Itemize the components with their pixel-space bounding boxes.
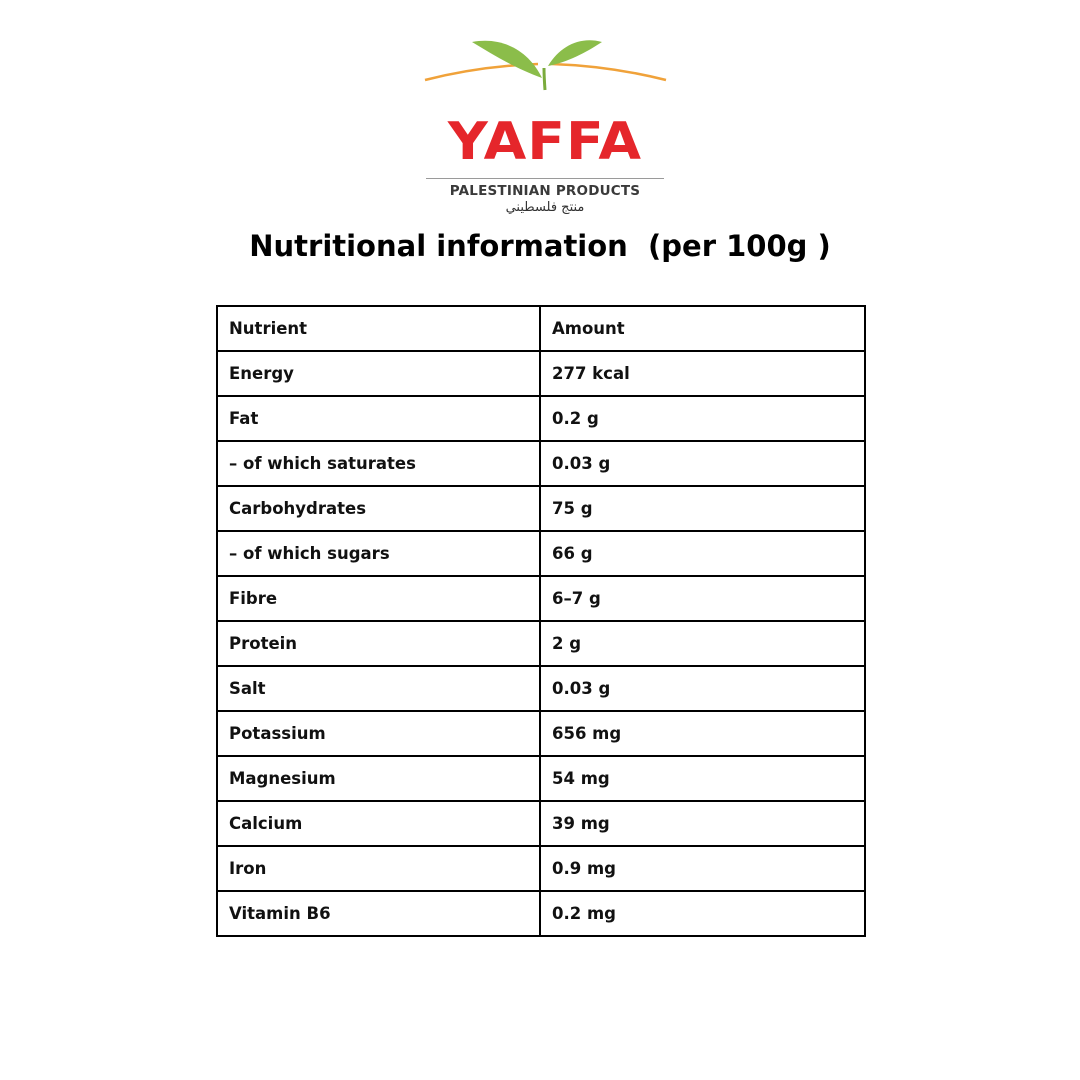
nutrient-name: – of which sugars: [217, 531, 540, 576]
table-row: [217, 576, 865, 621]
column-header-amount: Amount: [540, 306, 865, 351]
nutrient-name: Carbohydrates: [217, 486, 540, 531]
leaf-sprout-icon: [420, 28, 670, 118]
nutrient-name: Calcium: [217, 801, 540, 846]
brand-divider: [426, 178, 664, 179]
nutrient-amount: 66 g: [540, 531, 865, 576]
nutrient-amount: 0.03 g: [540, 441, 865, 486]
nutrient-amount: 54 mg: [540, 756, 865, 801]
table-row: [217, 846, 865, 891]
nutrient-amount: 75 g: [540, 486, 865, 531]
table-row: [217, 801, 865, 846]
table-row: [217, 441, 865, 486]
nutrient-name: Fibre: [217, 576, 540, 621]
table-row: [217, 351, 865, 396]
nutrient-name: Protein: [217, 621, 540, 666]
table-row: [217, 666, 865, 711]
table-row: [217, 396, 865, 441]
nutrient-amount: 6–7 g: [540, 576, 865, 621]
nutrient-name: Iron: [217, 846, 540, 891]
nutrition-table: [216, 305, 866, 937]
table-row: [217, 891, 865, 936]
nutrient-name: Fat: [217, 396, 540, 441]
brand-tagline-arabic: منتج فلسطيني: [505, 200, 585, 215]
table-row: [217, 756, 865, 801]
nutrient-amount: 0.2 mg: [540, 891, 865, 936]
nutrient-name: Energy: [217, 351, 540, 396]
table-row: [217, 531, 865, 576]
column-header-nutrient: Nutrient: [217, 306, 540, 351]
nutrient-name: Vitamin B6: [217, 891, 540, 936]
nutrient-amount: 39 mg: [540, 801, 865, 846]
nutrient-amount: 0.03 g: [540, 666, 865, 711]
nutrient-amount: 0.2 g: [540, 396, 865, 441]
table-row: [217, 486, 865, 531]
nutrient-amount: 277 kcal: [540, 351, 865, 396]
page-title: Nutritional information (per 100g ): [249, 229, 831, 263]
brand-tagline: PALESTINIAN PRODUCTS: [449, 183, 641, 199]
nutrient-amount: 656 mg: [540, 711, 865, 756]
table-header-row: [217, 306, 865, 351]
nutrient-name: Potassium: [217, 711, 540, 756]
brand-name: YAFFA: [447, 112, 643, 172]
nutrient-name: Salt: [217, 666, 540, 711]
nutrient-name: Magnesium: [217, 756, 540, 801]
nutrient-amount: 0.9 mg: [540, 846, 865, 891]
brand-logo: [420, 28, 670, 215]
nutrient-amount: 2 g: [540, 621, 865, 666]
nutrient-name: – of which saturates: [217, 441, 540, 486]
table-row: [217, 621, 865, 666]
table-row: [217, 711, 865, 756]
